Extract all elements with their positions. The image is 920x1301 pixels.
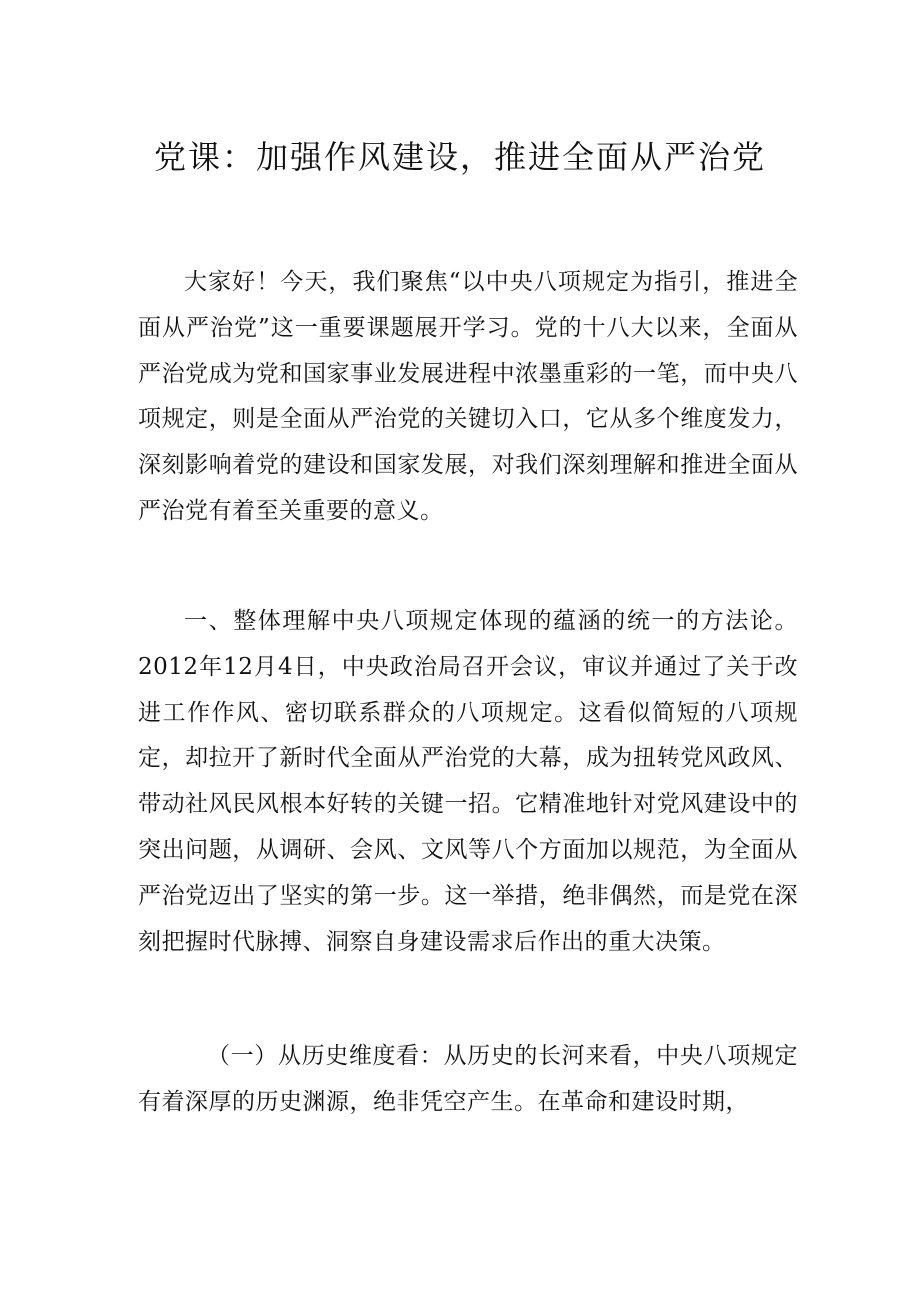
paragraph-intro: 大家好！今天，我们聚焦“以中央八项规定为指引，推进全面从严治党”这一重要课题展开学习。党的十八大以来，全面从严治党成为党和国家事业发展进程中浓墨重彩的一笔，而中央八项规定，则是全面从严治党的关键切入口，它从多个维度发力，深刻影响着党的建设和国家发展，对我们深刻理解和推进全面从严治党有着至关重要的意义。 [138,269,798,524]
paragraph-subsection-1: （一）从历史维度看：从历史的长河来看，中央八项规定有着深厚的历史渊源，绝非凭空产生。在革命和建设时期， [138,1043,798,1115]
paragraph-section-1: 一、整体理解中央八项规定体现的蕴涵的统一的方法论。2012年12月4日，中央政治局召开会议，审议并通过了关于改进工作作风、密切联系群众的八项规定。这看似简短的八项规定，却拉开了新时代全面从严治党的大幕，成为扭转党风政风、带动社风民风根本好转的关键一招。它精准地针对党风建设中的突出问题，从调研、会风、文风等八个方面加以规范，为全面从严治党迈出了坚实的第一步。这一举措，绝非偶然，而是党在深刻把握时代脉搏、洞察自身建设需求后作出的重大决策。 [138,608,798,955]
document-title: 党课：加强作风建设，推进全面从严治党 [153,138,766,176]
